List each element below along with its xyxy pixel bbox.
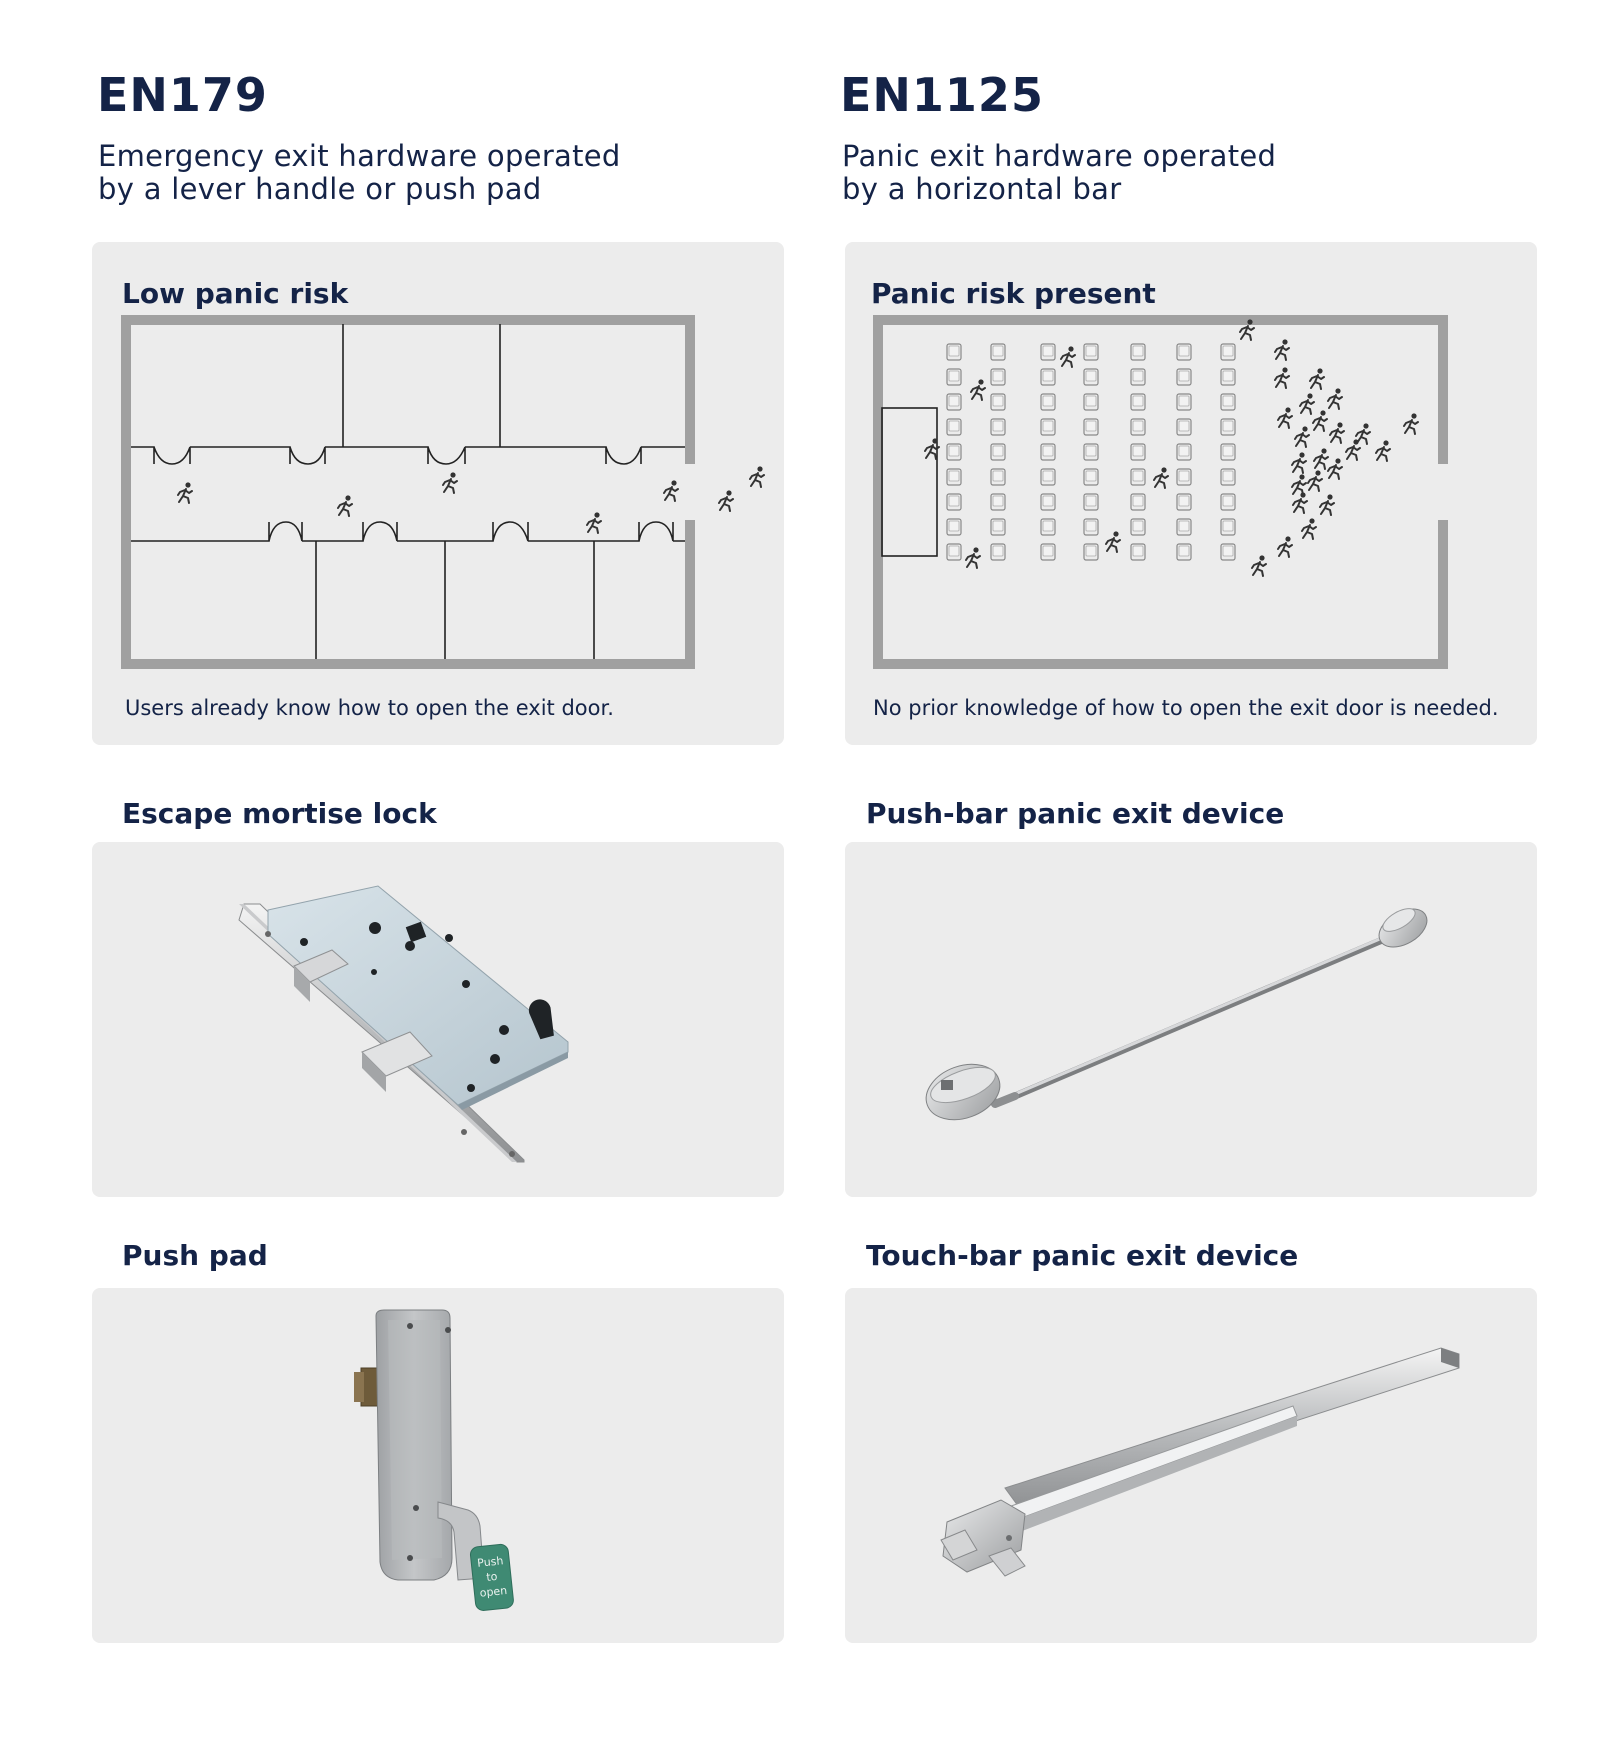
evacuee-icon [1295, 426, 1309, 447]
seat-icon [947, 494, 961, 510]
seat-icon [1131, 444, 1145, 460]
evacuee-icon [1346, 439, 1360, 460]
low-panic-risk-title: Low panic risk [122, 277, 349, 310]
seat-icon [1177, 469, 1191, 485]
seat-icon [1084, 469, 1098, 485]
seat-icon [1131, 419, 1145, 435]
seat-icon [1041, 394, 1055, 410]
seat-icon [1221, 544, 1235, 560]
office-outer-wall [126, 320, 690, 664]
push-label-line3: open [479, 1583, 508, 1600]
seat-icon [1221, 444, 1235, 460]
seat-icon [1131, 494, 1145, 510]
seat-icon [1131, 469, 1145, 485]
evacuee-icon [971, 379, 985, 400]
en1125-description [842, 140, 1276, 206]
seat-icon [947, 519, 961, 535]
escape-mortise-lock-card [92, 842, 784, 1197]
seat-icon [1041, 419, 1055, 435]
push-pad-card [92, 1288, 784, 1643]
evacuee-icon [1404, 413, 1418, 434]
seat-icon [1041, 444, 1055, 460]
office-interior-walls [131, 324, 685, 659]
seat-icon [1131, 519, 1145, 535]
seat-icon [947, 444, 961, 460]
evacuee-icon [1328, 458, 1342, 479]
en179-description-line1: Emergency exit hardware operated [98, 139, 621, 173]
evacuee-icon [1154, 467, 1168, 488]
seat-icon [991, 519, 1005, 535]
seat-icon [1131, 369, 1145, 385]
escape-mortise-lock-title: Escape mortise lock [122, 797, 437, 830]
seat-icon [1221, 369, 1235, 385]
evacuee-icon [1320, 494, 1334, 515]
seat-icon [991, 544, 1005, 560]
seat-icon [1177, 494, 1191, 510]
evacuee-icon [1292, 474, 1306, 495]
evacuee-icon [1328, 388, 1342, 409]
seat-icon [1041, 369, 1055, 385]
evacuee-icon [1061, 346, 1075, 367]
seat-icon [1041, 544, 1055, 560]
push-pad-image [92, 1288, 784, 1643]
evacuee-icon [1376, 440, 1390, 461]
seat-icon [947, 419, 961, 435]
seat-icon [1084, 444, 1098, 460]
seat-icon [991, 419, 1005, 435]
auditorium-outer-wall [878, 320, 1443, 664]
seat-icon [1084, 369, 1098, 385]
en179-description [98, 140, 621, 206]
seat-icon [1177, 394, 1191, 410]
evacuee-icon [1330, 422, 1344, 443]
seat-icon [947, 344, 961, 360]
push-label-line1: Push [476, 1554, 504, 1570]
auditorium-floorplan-diagram [845, 242, 1537, 745]
seat-icon [1177, 519, 1191, 535]
seat-icon [991, 444, 1005, 460]
touch-bar-panic-exit-device-title: Touch-bar panic exit device [866, 1239, 1299, 1272]
evacuee-icon [1252, 555, 1266, 576]
seat-icon [1084, 519, 1098, 535]
en1125-title: EN1125 [840, 68, 1044, 122]
push-bar-panic-exit-device-title: Push-bar panic exit device [866, 797, 1285, 830]
en1125-description-line1: Panic exit hardware operated [842, 139, 1277, 173]
seat-icon [1221, 519, 1235, 535]
seat-icon [991, 394, 1005, 410]
en1125-description-line2: by a horizontal bar [842, 172, 1122, 206]
seat-icon [1084, 544, 1098, 560]
seat-icon [991, 344, 1005, 360]
office-floorplan-diagram [92, 242, 784, 745]
auditorium-seats [947, 344, 1235, 560]
touch-bar-device-image [845, 1288, 1537, 1643]
panic-risk-present-card [845, 242, 1537, 745]
seat-icon [1177, 369, 1191, 385]
evacuee-icon [1278, 536, 1292, 557]
mortise-lock-image [92, 842, 784, 1197]
seat-icon [1084, 344, 1098, 360]
seat-icon [947, 394, 961, 410]
push-label-line2: to [485, 1569, 499, 1584]
seat-icon [1041, 494, 1055, 510]
seat-icon [991, 469, 1005, 485]
seat-icon [1221, 494, 1235, 510]
seat-icon [1177, 344, 1191, 360]
evacuee-icon [966, 547, 980, 568]
seat-icon [1177, 544, 1191, 560]
seat-icon [1221, 419, 1235, 435]
evacuee-icon [1313, 410, 1327, 431]
panic-risk-present-title: Panic risk present [871, 277, 1156, 310]
office-evacuee-icons [178, 466, 764, 533]
seat-icon [1221, 344, 1235, 360]
evacuee-icon [1300, 393, 1314, 414]
touch-bar-panic-exit-device-card [845, 1288, 1537, 1643]
seat-icon [1221, 394, 1235, 410]
low-panic-risk-card [92, 242, 784, 745]
seat-icon [1177, 444, 1191, 460]
seat-icon [1041, 519, 1055, 535]
seat-icon [1041, 344, 1055, 360]
evacuee-icon [1293, 492, 1307, 513]
push-bar-device-image [845, 842, 1537, 1197]
evacuee-icon [1278, 407, 1292, 428]
evacuee-icon [1275, 367, 1289, 388]
evacuee-icon [1314, 448, 1328, 469]
evacuee-icon [1308, 470, 1322, 491]
en179-title: EN179 [97, 68, 268, 122]
evacuee-icon [1106, 531, 1120, 552]
seat-icon [991, 369, 1005, 385]
seat-icon [947, 369, 961, 385]
push-pad-title: Push pad [122, 1239, 268, 1272]
evacuee-icon [1302, 518, 1316, 539]
seat-icon [1131, 544, 1145, 560]
seat-icon [991, 494, 1005, 510]
seat-icon [947, 469, 961, 485]
seat-icon [1177, 419, 1191, 435]
seat-icon [1131, 394, 1145, 410]
seat-icon [1041, 469, 1055, 485]
seat-icon [1084, 494, 1098, 510]
en179-description-line2: by a lever handle or push pad [98, 172, 542, 206]
evacuee-icon [1310, 368, 1324, 389]
evacuee-icon [1292, 452, 1306, 473]
evacuee-icon [1275, 339, 1289, 360]
seat-icon [1084, 419, 1098, 435]
low-panic-risk-caption: Users already know how to open the exit door. [125, 696, 614, 720]
seat-icon [1084, 394, 1098, 410]
seat-icon [1221, 469, 1235, 485]
seat-icon [1131, 344, 1145, 360]
seat-icon [947, 544, 961, 560]
panic-risk-present-caption: No prior knowledge of how to open the exit door is needed. [873, 696, 1499, 720]
push-bar-panic-exit-device-card [845, 842, 1537, 1197]
auditorium-stage [882, 408, 937, 556]
